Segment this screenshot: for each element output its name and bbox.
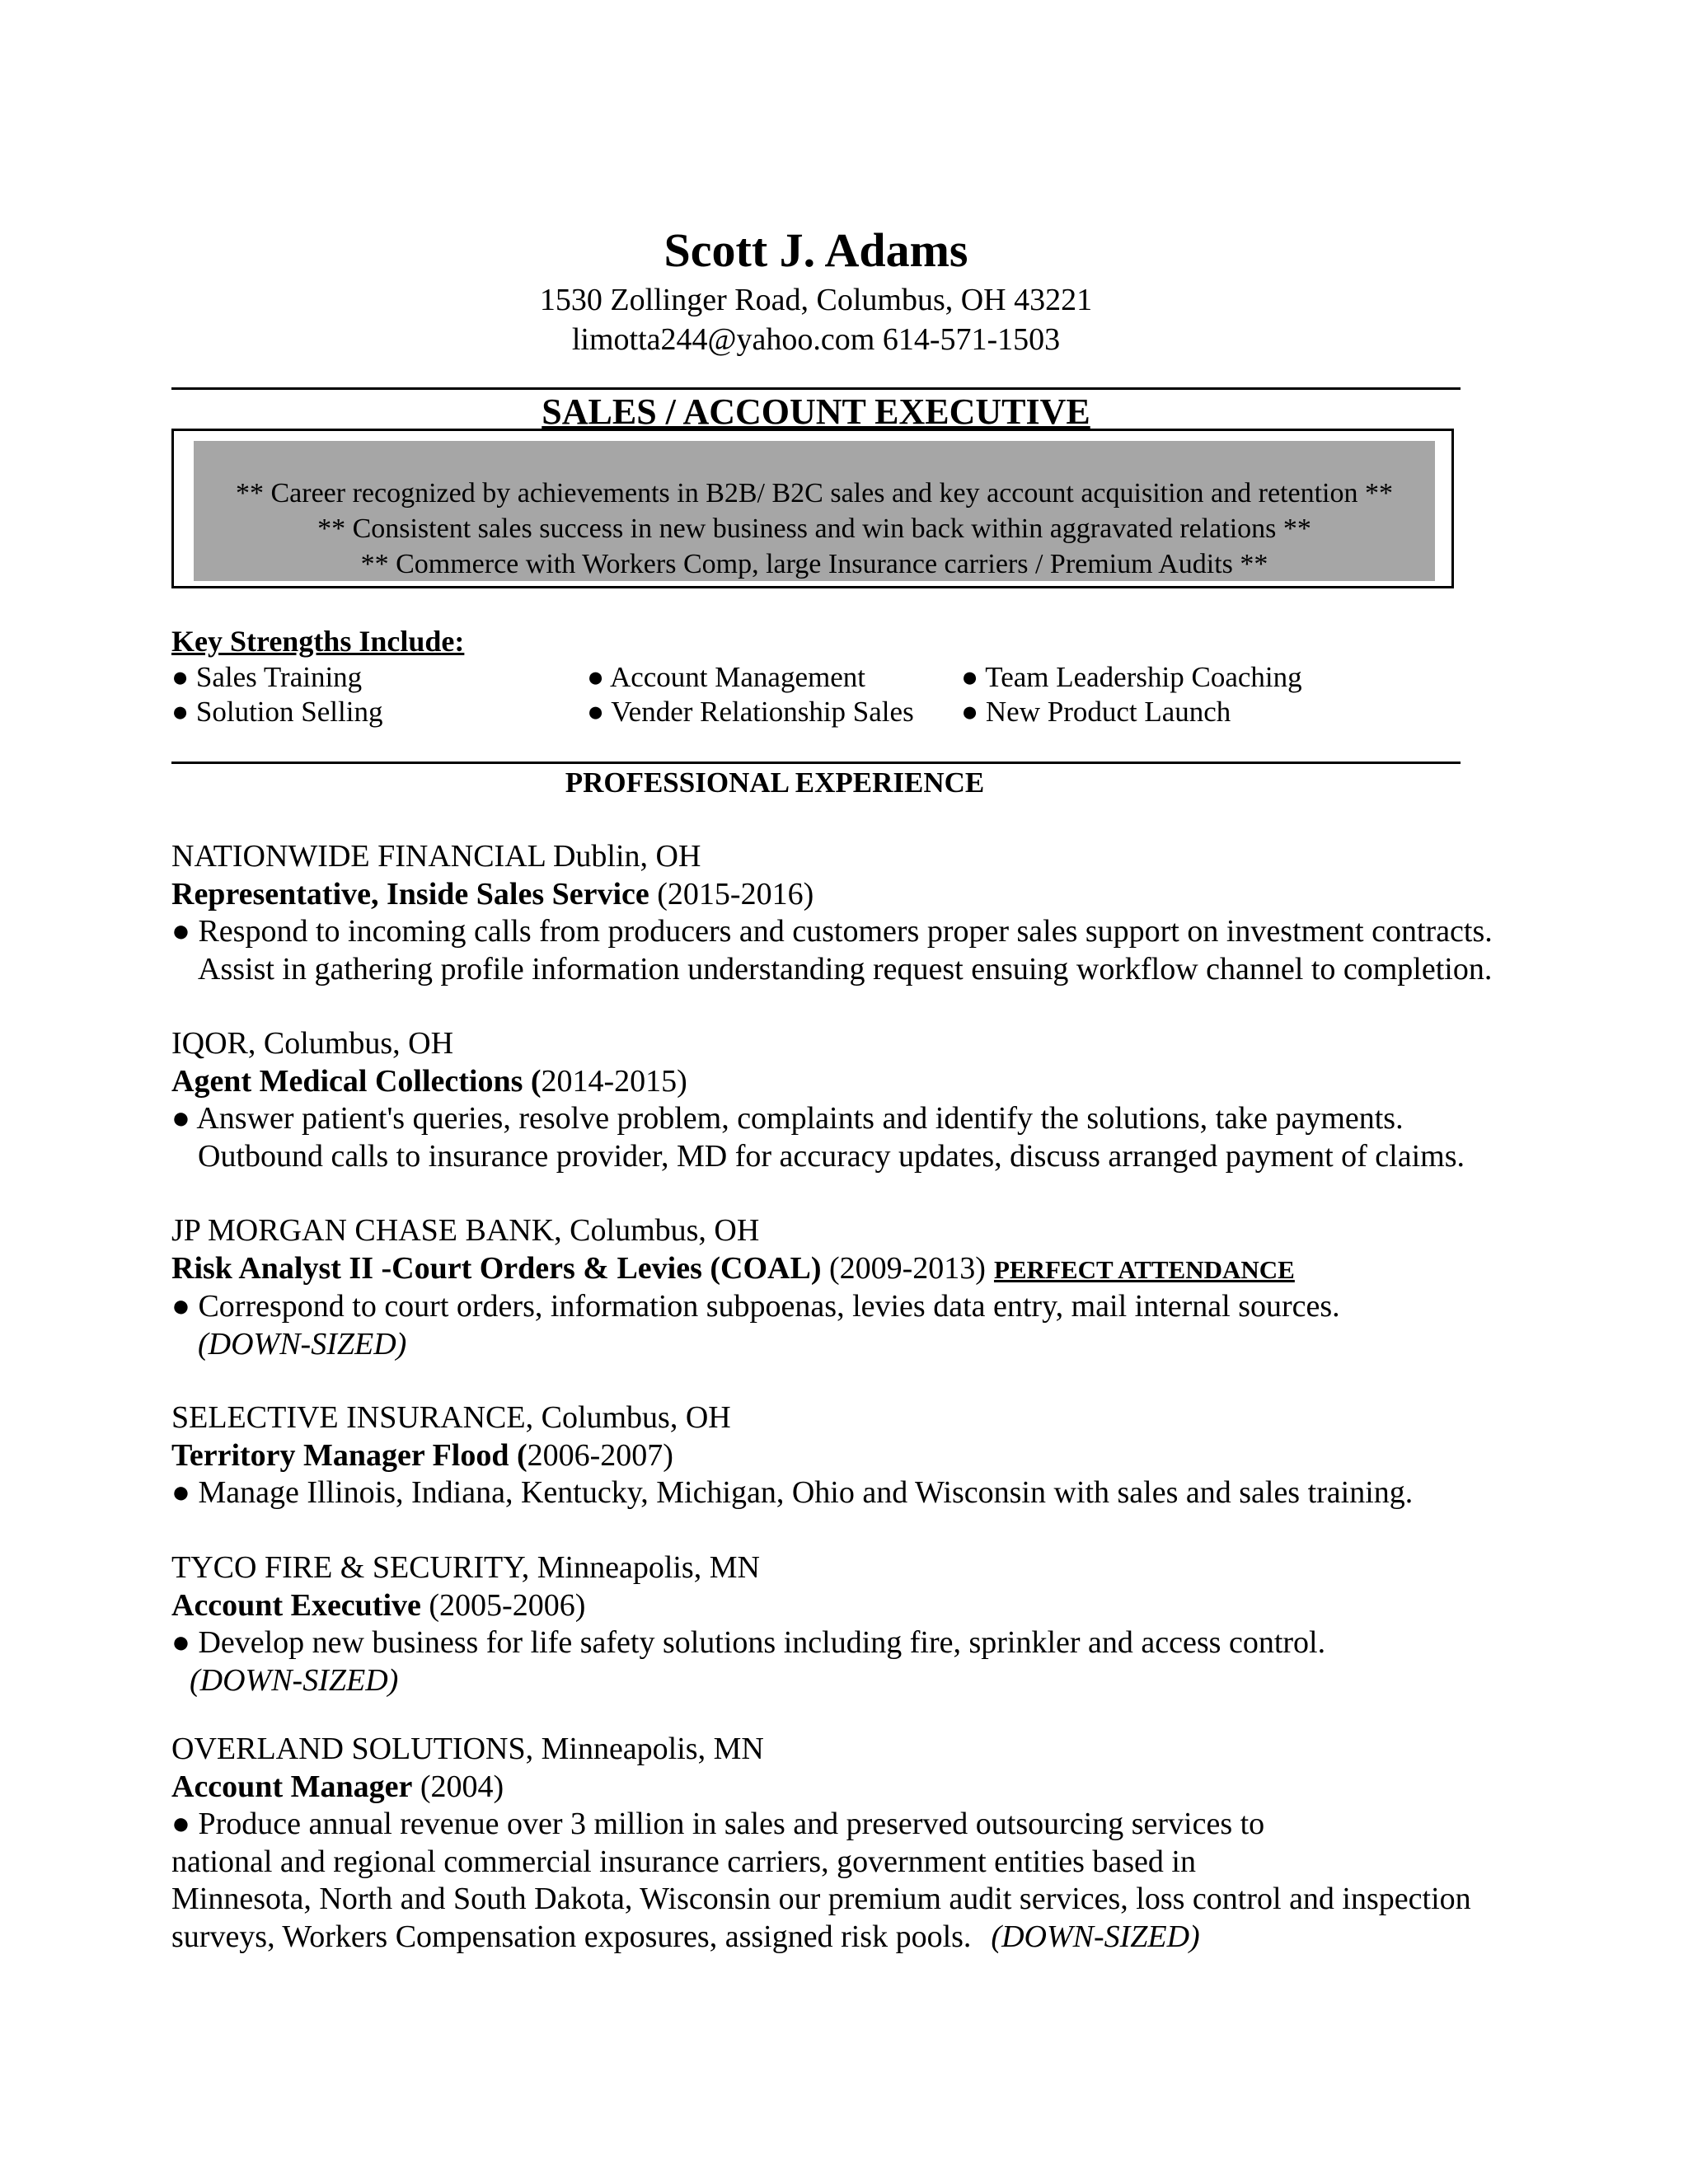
company-line: JP MORGAN CHASE BANK, Columbus, OH [171,1213,760,1248]
downsized-note: (DOWN-SIZED) [190,1662,399,1698]
job-bullet: national and regional commercial insurance carriers, government entities based in [171,1844,1196,1879]
job-entry [171,838,1573,988]
strength-item: ● Vender Relationship Sales [587,696,914,728]
job-dates: (2009-2013) [821,1250,986,1286]
job-dates: 2014-2015) [541,1063,687,1099]
job-bullet: Minnesota, North and South Dakota, Wisconsin our premium audit services, loss control and inspection [171,1882,1471,1916]
job-title: Agent Medical Collections ( [171,1063,542,1099]
strength-item: ● Solution Selling [171,696,383,728]
job-entry [171,1212,1573,1363]
job-entry [171,1731,1573,1956]
strength-item: ● Sales Training [171,661,363,693]
downsized-note: (DOWN-SIZED) [991,1919,1200,1954]
role-line [171,1063,1573,1101]
strength-item: ● Team Leadership Coaching [961,661,1302,693]
company-line: OVERLAND SOLUTIONS, Minneapolis, MN [171,1732,764,1766]
job-dates: (2015-2016) [649,876,814,912]
job-entry [171,1025,1573,1175]
address-line: 1530 Zollinger Road, Columbus, OH 43221 [539,283,1093,317]
strength-item: ● New Product Launch [961,696,1231,728]
summary-box [171,429,1454,588]
company-line: TYCO FIRE & SECURITY, Minneapolis, MN [171,1550,760,1585]
contact-line: limotta244@yahoo.com 614-571-1503 [571,322,1061,357]
job-title: Territory Manager Flood ( [171,1437,528,1473]
header-divider [171,387,1461,390]
job-bullet: ● Produce annual revenue over 3 million in sales and preserved outsourcing services to [171,1807,1265,1841]
tagline: ** Commerce with Workers Comp, large Insurance carriers / Premium Audits ** [360,549,1268,579]
job-title: Account Executive [171,1587,421,1623]
job-bullet-last [171,1919,1573,1957]
job-bullet: Outbound calls to insurance provider, MD for accuracy updates, discuss arranged payment of claims. [198,1138,1465,1174]
candidate-name: Scott J. Adams [663,223,968,277]
job-bullet: ● Develop new business for life safety solutions including fire, sprinkler and access control. [171,1625,1326,1660]
job-bullet: Assist in gathering profile information understanding request ensuing workflow channel to completion. [198,951,1493,987]
role-line [171,1437,1573,1475]
strengths-title: Key Strengths Include: [171,625,465,658]
strength-item: ● Account Management [587,661,865,693]
role-line [171,1250,1573,1289]
job-dates: (2005-2006) [420,1587,586,1623]
attendance-award: PERFECT ATTENDANCE [993,1254,1295,1284]
section-title: PROFESSIONAL EXPERIENCE [565,766,985,799]
job-entry [171,1549,1573,1699]
job-title: Representative, Inside Sales Service [171,876,649,912]
company-line: NATIONWIDE FINANCIAL Dublin, OH [171,839,701,874]
job-bullet: ● Respond to incoming calls from producers and customers proper sales support on investment contracts. [171,914,1493,949]
downsized-note: (DOWN-SIZED) [198,1326,407,1361]
tagline: ** Consistent sales success in new business and win back within aggravated relations ** [317,513,1311,544]
job-dates: 2006-2007) [527,1437,673,1473]
job-bullet: surveys, Workers Compensation exposures, assigned risk pools. [171,1919,972,1954]
company-line: IQOR, Columbus, OH [171,1026,454,1061]
job-bullet: ● Manage Illinois, Indiana, Kentucky, Michigan, Ohio and Wisconsin with sales and sales training. [171,1475,1414,1510]
section-divider [171,762,1461,764]
headline: SALES / ACCOUNT EXECUTIVE [542,391,1090,432]
resume-header [0,221,1632,359]
job-bullet: ● Answer patient's queries, resolve problem, complaints and identify the solutions, take payments. [171,1101,1404,1136]
job-dates: (2004) [412,1769,504,1804]
job-title: Risk Analyst II -Court Orders & Levies (COAL) [171,1250,822,1286]
role-line [171,1769,1573,1807]
job-bullet: ● Correspond to court orders, information subpoenas, levies data entry, mail internal sources. [171,1289,1340,1324]
role-line [171,1587,1573,1625]
job-title: Account Manager [171,1769,413,1804]
job-entry [171,1399,1573,1512]
tagline: ** Career recognized by achievements in B2B/ B2C sales and key account acquisition and retention ** [236,478,1393,509]
role-line [171,876,1573,914]
company-line: SELECTIVE INSURANCE, Columbus, OH [171,1400,731,1435]
summary-shading [194,441,1435,581]
